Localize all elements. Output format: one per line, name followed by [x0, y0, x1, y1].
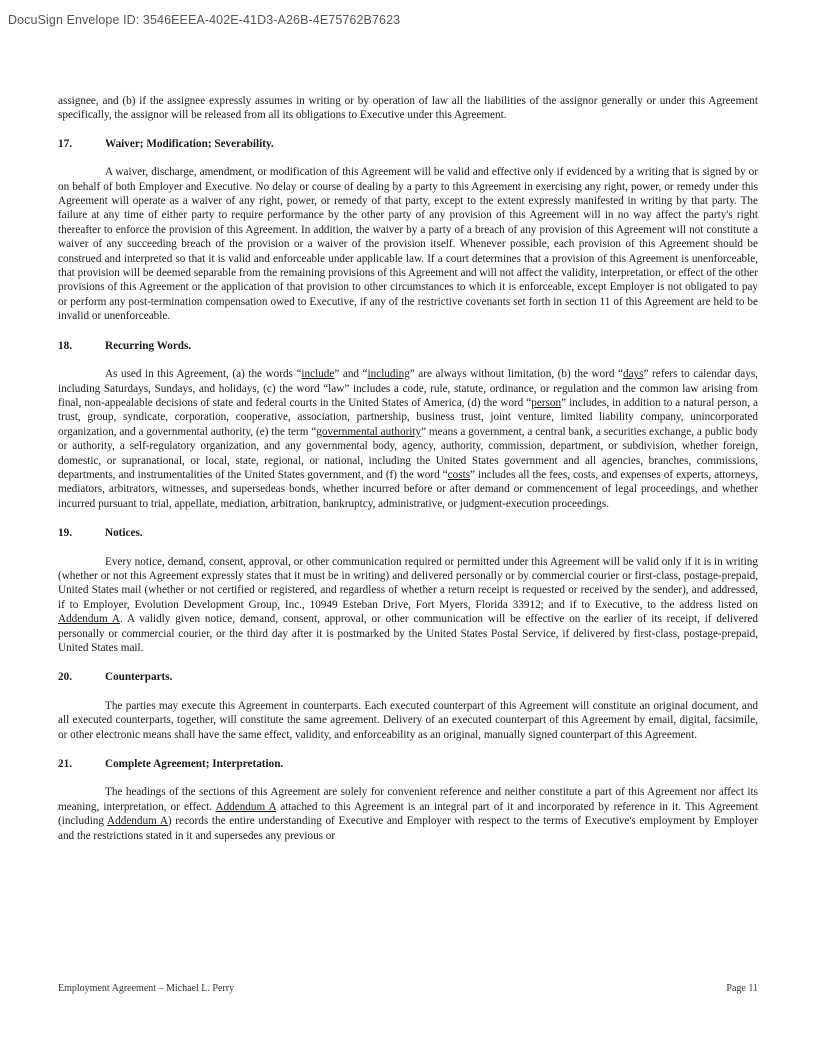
- text-run: ” refers to calendar days, including Saturdays, Sundays, and holidays, (c) the word “law” includes a code, rule, statute, ordinance, or regulation and the common law arising from final, non-appealable decisions of state and federal courts in the United States of America, (d) the word “: [58, 368, 758, 409]
- addendum-reference: Addendum A: [215, 800, 277, 813]
- text-run: . A validly given notice, demand, consent, approval, or other communication will be effective on the earlier of its receipt, if delivered personally or commercial courier, or the third day after it is postmarked by the United States Postal Service, if delivered by first-class, postage-prepaid, United States mail.: [58, 613, 758, 654]
- section-heading: [58, 526, 758, 540]
- section-title: Complete Agreement; Interpretation.: [105, 758, 284, 771]
- intro-paragraph: assignee, and (b) if the assignee expressly assumes in writing or by operation of law all the liabilities of the assignor generally or under this Agreement specifically, the assignor will be released from all its obligations to Executive under this Agreement.: [58, 95, 758, 122]
- text-run: attached to this Agreement is an integral part of it and incorporated by reference in it. This Agreement (including: [58, 800, 758, 828]
- text-run: ) records the entire understanding of Executive and Employer with respect to the terms of Executive's employment by Employer and the restrictions stated in it and supersedes any previous or: [58, 815, 758, 842]
- text-run: The headings of the sections of this Agreement are solely for convenient reference and neither constitute a part of this Agreement nor affect its meaning, interpretation, or effect.: [58, 786, 758, 813]
- section-body: The parties may execute this Agreement in counterparts. Each executed counterpart of this Agreement will constitute an original document, and all executed counterparts, together, will constitute the same agreement. Delivery of an executed counterpart of this Agreement by email, digital, facsimile, or other electronic means shall have the same effect, validity, and enforceability as an original, manually signed counterpart of this Agreement.: [58, 699, 758, 741]
- text-run: ” includes, in addition to a natural person, a trust, group, syndicate, corporation, cooperative, association, partnership, business trust, joint venture, limited liability company, unincorporated organization, and a governmental authority, (e) the term “: [58, 396, 758, 438]
- section-title: Recurring Words.: [105, 339, 192, 352]
- section-number: 18.: [58, 339, 72, 352]
- defined-term: governmental authority: [316, 425, 422, 438]
- section-heading: [58, 757, 758, 771]
- defined-term: person: [531, 396, 562, 409]
- text-run: ” are always without limitation, (b) the word “: [409, 368, 623, 381]
- text-run: Every notice, demand, consent, approval, or other communication required or permitted under this Agreement will be valid only if it is in writing (whether or not this Agreement expressly states that it must be in writing) and delivered personally or by commercial courier or first-class, postage-prepaid, United States mail (whether or not certified or registered, and regardless of whether a return receipt is requested or received by the sender), and addressed, if to Employer, Evolution Development Group, Inc., 10949 Esteban Drive, Fort Myers, Florida 33912; and if to Executive, to the address listed on: [58, 555, 758, 611]
- section-body: [58, 367, 758, 511]
- section-body: A waiver, discharge, amendment, or modification of this Agreement will be valid and effective only if evidenced by a writing that is signed by or on behalf of both Employer and Executive. No delay or course of dealing by a party to this Agreement in exercising any right, power, or remedy under this Agreement will operate as a waiver of any right, power, or remedy of that party, except to the extent expressly manifested in writing by that party. The failure at any time of either party to require performance by the other party of any provision of this Agreement will in no way affect the party's right thereafter to enforce the provision of this Agreement. In addition, the waiver by a party of a breach of any provision of this Agreement will not constitute a waiver of any succeeding breach of the provision or a waiver of the provision itself. Whenever possible, each provision of this Agreement should be construed and interpreted so that it is valid and enforceable under applicable law. If a court determines that a provision of this Agreement is unenforceable, that provision will be deemed separable from the remaining provisions of this Agreement and will not affect the validity, interpretation, or effect of the other provisions of this Agreement or the application of that provision to other circumstances to which it is enforceable, except Employer is not obligated to pay or perform any post-termination compensation owed to Executive, if any of the restrictive covenants set forth in section 11 of this Agreement are held to be invalid or unenforceable.: [58, 166, 758, 323]
- section-heading: [58, 670, 758, 684]
- addendum-reference: Addendum A: [58, 613, 121, 626]
- footer-document-title: Employment Agreement – Michael L. Perry: [58, 983, 235, 994]
- section-17: [58, 137, 758, 324]
- text-run: ” means a government, a central bank, a securities exchange, a public body or authority, a self-regulatory organization, and any governmental body, agency, authority, commission, department, or subdivision, whether foreign, domestic, or supranational, or local, state, regional, or national, including the United States government and all agencies, branches, commissions, departments, and instrumentalities of the United States government, and (f) the word “: [58, 425, 758, 481]
- addendum-reference: Addendum A: [107, 815, 168, 828]
- section-title: Counterparts.: [105, 671, 173, 684]
- defined-term: costs: [447, 468, 471, 481]
- text-run: ” includes all the fees, costs, and expenses of experts, attorneys, mediators, arbitrators, witnesses, and supersedeas bonds, whether incurred before or after demand or commencement of legal proceedings, and whether incurred pursuant to trial, appellate, mediation, arbitration, bankruptcy, administrative, or judgment-execution proceedings.: [58, 468, 758, 510]
- section-number: 19.: [58, 527, 72, 540]
- section-20: [58, 670, 758, 742]
- section-21: [58, 757, 758, 843]
- document-body: [58, 94, 758, 858]
- section-19: [58, 526, 758, 655]
- section-body: [58, 555, 758, 656]
- page-footer: [58, 983, 758, 994]
- envelope-id: DocuSign Envelope ID: 3546EEEA-402E-41D3-A26B-4E75762B7623: [8, 13, 401, 27]
- section-number: 21.: [58, 758, 72, 771]
- text-run: ” and “: [334, 368, 368, 381]
- section-heading: [58, 339, 758, 353]
- section-body: [58, 785, 758, 843]
- section-18: [58, 339, 758, 511]
- page-number: Page 11: [726, 983, 758, 994]
- section-heading: [58, 137, 758, 151]
- section-number: 17.: [58, 137, 72, 150]
- defined-term: including: [367, 368, 410, 381]
- defined-term: days: [622, 368, 644, 381]
- section-title: Notices.: [105, 527, 143, 540]
- defined-term: include: [301, 368, 335, 381]
- text-run: As used in this Agreement, (a) the words “: [105, 368, 302, 381]
- section-title: Waiver; Modification; Severability.: [105, 137, 274, 150]
- section-number: 20.: [58, 671, 72, 684]
